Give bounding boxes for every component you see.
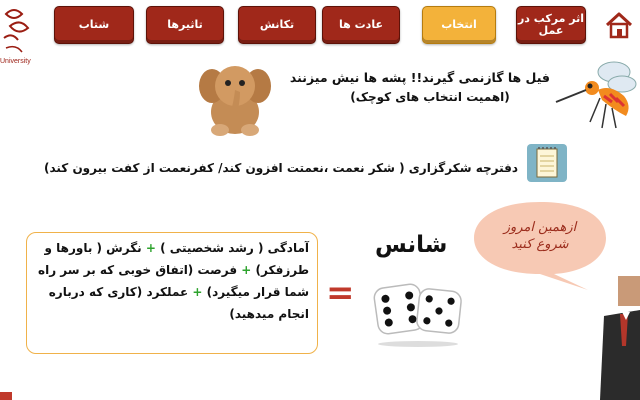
mosquito-illustration [552,50,638,130]
plus-sign: + [145,241,156,255]
speaker-photo [600,276,640,400]
headline-title: فیل ها گازنمی گیرند!! پشه ها نیش میزنند [289,70,550,85]
notebook-icon [527,144,567,182]
formula-part-readiness: آمادگی ( رشد شخصیتی ) [160,241,309,255]
top-nav [0,0,640,48]
formula-part-opportunity: فرصت (اتفاق خوبی که بر سر راه شما قرار میگیرد) [38,263,309,299]
nav-acceleration[interactable]: شتاب [54,6,134,44]
home-icon[interactable] [604,10,634,40]
equals-sign: = [326,273,355,313]
headline-subtitle: (اهمیت انتخاب های کوچک) [350,90,510,104]
gratitude-note: دفترچه شکرگزاری ( شکر نعمت ،نعمتت افزون کند/ کفرنعمت از کفت بیرون کند) [43,161,518,175]
chance-label: شانس [375,232,448,258]
nav-compound-effect[interactable]: اثر مرکب در عمل [516,6,586,44]
formula-part-action: عملکرد (کاری که درباره انجام میدهید) [48,285,309,321]
nav-choice[interactable]: انتخاب [422,6,496,44]
notebook-icon-frame [527,144,567,182]
formula-part-attitude: نگرش ( باورها و طرزفکر) [44,241,309,277]
nav-influences[interactable]: تاثیرها [146,6,224,44]
elephant-illustration [198,56,272,138]
bubble-line-1: ازهمین امروز [503,220,577,235]
nav-momentum-push[interactable]: تکانش [238,6,316,44]
plus-sign: + [192,285,203,299]
bubble-line-2: شروع کنید [511,237,569,252]
nav-habits[interactable]: عادت ها [322,6,400,44]
plus-sign: + [241,263,252,277]
bubble-text [486,219,594,253]
dice-illustration [372,272,464,348]
logo-text: University [0,58,31,65]
corner-accent [0,392,12,400]
formula-box [26,232,318,354]
